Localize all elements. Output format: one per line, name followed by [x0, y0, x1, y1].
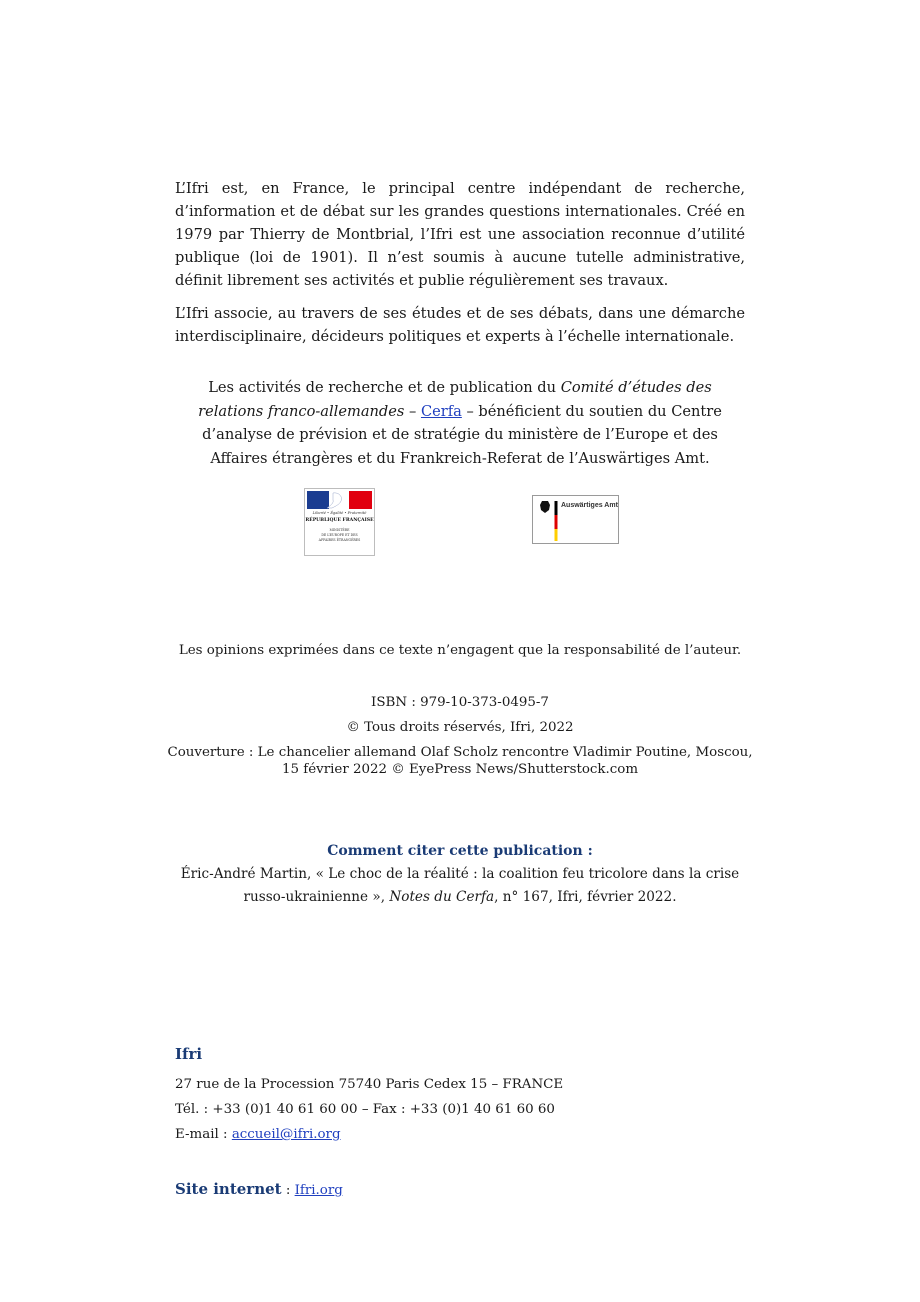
email-link[interactable]: accueil@ifri.org [231, 1127, 341, 1142]
website-separator: : [281, 1183, 295, 1198]
website-label: Site internet [175, 1180, 282, 1198]
intro-paragraph-1: L’Ifri est, en France, le principal centre indépendant de recherche, d’information et de débat sur les grandes questions internationales. Créé en 1979 par Thierry de Montbrial, l’Ifri est une association reconnue d’utilité publique (loi de 1901). Il n’est soumis à aucune tutelle administrative, définit librement ses activités et publie régulièrement ses travaux. [175, 180, 745, 289]
contact-block [175, 1045, 735, 1147]
phone-fax: Tél. : +33 (0)1 40 61 60 00 – Fax : +33 (0)1 40 61 60 60 [175, 1102, 555, 1117]
citation-line-1: Éric-André Martin, « Le choc de la réalité : la coalition feu tricolore dans la crise [180, 866, 740, 882]
citation-heading: Comment citer cette publication : [327, 843, 593, 859]
email-row [175, 1122, 735, 1147]
publication-metadata [100, 694, 820, 778]
intro-paragraph-2: L’Ifri associe, au travers de ses études et de ses débats, dans une démarche interdisciplinaire, décideurs politiques et experts à l’échelle internationale. [175, 305, 745, 345]
committee-name: Comité d’études des relations franco-allemandes [198, 379, 712, 420]
auswaertiges-amt-graphic [533, 496, 618, 543]
federal-eagle-icon [540, 501, 550, 513]
copyright: © Tous droits réservés, Ifri, 2022 [346, 720, 574, 735]
auswaertiges-amt-logo [532, 495, 619, 544]
citation-line-2-start: russo-ukrainienne », [243, 889, 390, 905]
de-red-stripe [555, 515, 558, 529]
postal-address: 27 rue de la Procession 75740 Paris Cedex 15 – FRANCE [175, 1077, 564, 1092]
support-dash: – [404, 402, 421, 420]
ministry-line-2: DE L’EUROPE ET DES [321, 533, 358, 537]
cover-credit-line-2: 15 février 2022 © EyePress News/Shutterstock.com [281, 762, 639, 777]
ministry-line-1: MINISTÈRE [329, 528, 350, 532]
cerfa-link[interactable]: Cerfa [420, 402, 462, 420]
flag-red-band [349, 491, 372, 509]
intro-section [175, 177, 745, 358]
republic-text: RÉPUBLIQUE FRANÇAISE [305, 518, 374, 523]
ministry-line-3: AFFAIRES ÉTRANGÈRES [318, 538, 361, 542]
citation-section [140, 840, 780, 909]
website-link[interactable]: Ifri.org [294, 1183, 343, 1198]
journal-name: Notes du Cerfa [389, 889, 495, 905]
support-text-2: – bénéficient du soutien du Centre d’analyse de prévision et de stratégie du ministère de l’Europe et des Affaires étrangères et du Frankreich-Referat de l’Auswärtiges Amt. [202, 402, 722, 467]
citation-line-2 [140, 886, 780, 909]
org-name: Ifri [175, 1045, 203, 1063]
auswaertiges-amt-text: Auswärtiges Amt [561, 502, 618, 509]
marianne-logo-graphic [305, 489, 374, 555]
isbn: ISBN : 979-10-373-0495-7 [371, 695, 549, 710]
support-statement [175, 376, 745, 470]
french-ministry-logo [304, 488, 375, 556]
support-text-1: Les activités de recherche et de publication du [208, 379, 561, 396]
de-black-stripe [555, 501, 558, 515]
motto-text: Liberté • Égalité • Fraternité [312, 511, 367, 515]
citation-line-2-end: , n° 167, Ifri, février 2022. [494, 889, 677, 905]
website-row [175, 1180, 343, 1198]
de-gold-stripe [555, 529, 558, 541]
disclaimer: Les opinions exprimées dans ce texte n’engagent que la responsabilité de l’auteur. [178, 643, 742, 658]
email-label: E-mail : [175, 1127, 232, 1142]
flag-blue-band [307, 491, 329, 509]
cover-credit-line-1: Couverture : Le chancelier allemand Olaf Scholz rencontre Vladimir Poutine, Moscou, [167, 745, 753, 760]
